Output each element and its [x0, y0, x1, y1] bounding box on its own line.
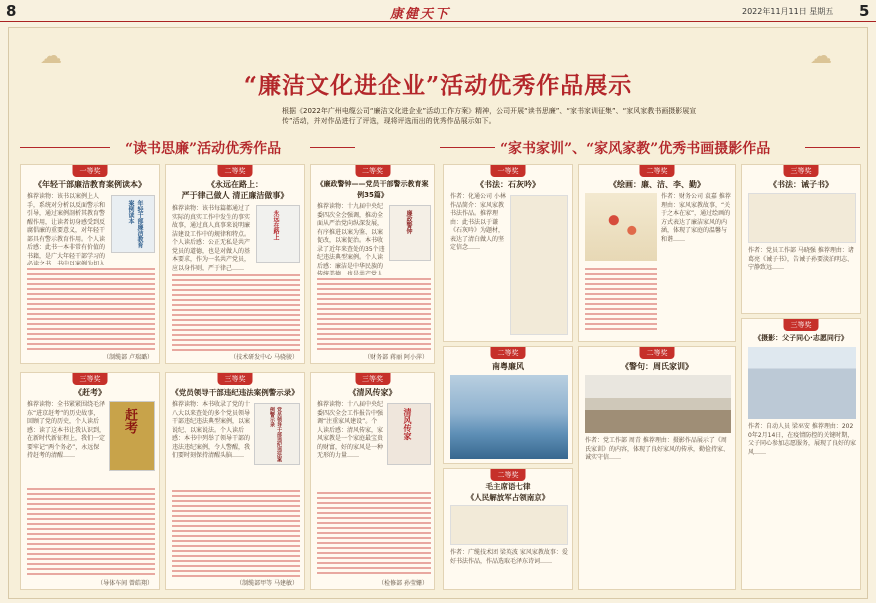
award-card [165, 164, 305, 364]
right-page-number: 5 [859, 2, 870, 20]
card-author: （导体车间 曾皓翔） [97, 580, 153, 587]
card-title: 《书法：石灰吟》 [476, 180, 540, 189]
book-cover-image [111, 195, 155, 253]
card-title: 《摄影：父子同心·志愿同行》 [754, 334, 848, 342]
book-cover-image [389, 205, 431, 261]
award-card [741, 318, 861, 590]
book-cover-image [109, 401, 155, 471]
award-badge: 二等奖 [355, 165, 390, 177]
award-card [310, 164, 435, 364]
award-badge: 二等奖 [218, 165, 253, 177]
book-cover-image [256, 205, 300, 263]
book-cover-title: 赶考 [122, 408, 137, 434]
card-text: 推荐读物：该书以案例上人手，系统对分析以反面警示和引导，通过案例剖析其教育警醒作用，让读者切身感受到反腐倡廉的重要意义，对年轻干部具有警示教育作用。个人读后感：此书一本非常有价值的书籍，是广大年轻干部学习的 [27, 193, 106, 260]
card-text: 作者：财务公司 袁嘉 推荐理由：家风家教故事，“关于之本在家”，通过绘画的方式表达了廉洁家风的内涵，体现了家庭的温馨与和谐…… [661, 193, 731, 243]
text-block-image [27, 485, 155, 577]
section-divider [20, 147, 110, 148]
card-author: （制缆部 卢瑞璐） [103, 354, 153, 361]
award-badge: 二等奖 [491, 469, 526, 481]
card-title: 《党员领导干部违纪违法案例警示录》 [171, 388, 299, 397]
page-headline: “廉洁文化进企业”活动优秀作品展示 [243, 72, 633, 99]
book-cover-title: 党员领导干部违纪违法案例警示录 [269, 407, 282, 462]
card-text: 作者：党工作部 周青 推荐理由：摄影作品展示了《周氏家训》的内容，体现了良好家风的传承，勤俭持家、诚实守信…… [585, 437, 730, 461]
card-title: 《年轻干部廉洁教育案例读本》 [34, 180, 146, 189]
card-title: 《绘画：廉、洁、李、勤》 [609, 180, 705, 189]
book-cover-title: 年轻干部廉洁教育案例读本 [127, 200, 143, 248]
card-author: （财务部 蒋丽 阿小萍） [364, 354, 428, 361]
hall-photo [585, 375, 731, 433]
masthead [0, 0, 876, 22]
card-author: （检修部 孙莹姗） [378, 580, 428, 587]
intro-paragraph: 根据《2022年广州电缆公司“廉洁文化进企业”活动工作方案》精神，公司开展“读书思廉”、“家书家训征集”、“家风家教书画摄影展宣传”活动，并对作品进行了评选，现将评选而出的优秀作品展示如下。 [282, 107, 697, 125]
card-text: 推荐读物：本书收录了党的十八大以来查处的多个党员领导干部违纪违法典型案例，以案说纪、以案说法。个人读后感：本书中列举了领导干部的违法违纪案例，令人警醒，我们要时刻保持清醒头脑…… [172, 401, 251, 459]
card-title: 《赶考》 [74, 388, 106, 397]
book-cover-title: 清风传家 [403, 408, 412, 440]
award-badge: 一等奖 [491, 165, 526, 177]
book-cover-title: 廉政警钟 [405, 210, 412, 234]
card-text: 作者：党员工作部 马晓强 推荐理由：诸葛亮《诫子书》，告诫子孙要淡泊明志、宁静致远…… [748, 247, 854, 271]
text-block-image [27, 265, 155, 353]
award-badge: 三等奖 [784, 165, 819, 177]
section-divider [440, 147, 495, 148]
card-text: 作者：自动人员 梁巫安 推荐理由：2020年2月14日，在疫情防控的关键时期，父子同心参加志愿服务，展现了良好的家风…… [748, 423, 857, 456]
card-title: 南粤廉风 [492, 362, 524, 371]
section-divider [805, 147, 860, 148]
card-text: 推荐读物：十九届中央纪委四次全会强调，推动全面从严治党向纵深发展，有序推进以案为鉴、以案促改，以案促治。本书收录了近年来查处的35个违纪违法典型案例。个人读后感：廉洁是中华民族的 [317, 203, 385, 270]
book-cover-image [387, 403, 431, 465]
calligraphy-image [450, 505, 568, 545]
text-block-image [172, 271, 300, 353]
masthead-date: 2022年11月11日 星期五 [742, 7, 834, 16]
card-text: 推荐读物：该书每篇都通过了实际的真实工作中发生的事实故事，通过真人真事来说明廉洁建设工作中的规律和特点。个人读后感：公正无私是共产党员的道德，也是对做人的基本要求，作为一名共产党员，应以身作则，严于律己…… [172, 205, 251, 272]
award-card [310, 372, 435, 590]
award-badge: 二等奖 [640, 165, 675, 177]
text-block-image [317, 275, 431, 353]
right-section-title: “家书家训”、“家风家教”优秀书画摄影作品 [500, 141, 771, 157]
cloud-ornament-icon: ☁ [810, 44, 832, 69]
award-card [741, 164, 861, 314]
card-title: 《清风传家》 [348, 388, 397, 397]
card-text: 作者：化通公司 小林 作品简介：家风家教书法作品。推荐理由：此书法以于谦《石灰吟》为题材，表达了清白做人的坚定信念…… [450, 193, 506, 251]
card-title: 《警句：周氏家训》 [621, 362, 693, 371]
section-divider [310, 147, 355, 148]
award-badge: 三等奖 [784, 319, 819, 331]
masthead-brand: 康健天下 [390, 7, 451, 22]
award-badge: 二等奖 [491, 347, 526, 359]
card-text: 推荐读物：全书紧紧围绕毛泽东“进京赶考”的历史故事，回顾了党的历史，个人读后感：读了这本书让我认识到，在新时代新征程上，我们一定要牢记“两个务必”，永远保持赶考的清醒…… [27, 401, 106, 459]
award-card [578, 164, 736, 342]
award-card [443, 164, 573, 342]
award-badge: 三等奖 [73, 373, 108, 385]
card-text: 作者：广缆技术团 梁英波 家风家教故事：爱好书法作品，作品选取毛泽东诗词…… [450, 549, 568, 565]
card-title: 《永远在路上： 严于律己做人 清正廉洁做事》 [181, 180, 289, 200]
landscape-photo [450, 375, 568, 459]
card-text: 推荐读物：十八届中央纪委四次全会工作报告中强调“注重家风建设”。个人读后感：清风传家，家风家教是一个家庭最宝贵的财富，好的家风是一种无形的力量…… [317, 401, 384, 459]
calligraphy-image [748, 193, 856, 243]
volunteer-photo [748, 347, 856, 419]
award-card [443, 346, 573, 464]
award-badge: 三等奖 [218, 373, 253, 385]
cloud-ornament-icon: ☁ [40, 44, 62, 69]
award-badge: 二等奖 [640, 347, 675, 359]
calligraphy-image [510, 195, 568, 335]
left-page-number: 8 [6, 2, 17, 20]
award-card [20, 372, 160, 590]
text-block-image [317, 489, 431, 577]
card-author: （制缆部甲等 马建敏） [236, 580, 298, 587]
award-card [578, 346, 736, 590]
card-title: 毛主席语七律 《人民解放军占领南京》 [466, 482, 550, 502]
text-block-image [172, 487, 300, 577]
award-card [165, 372, 305, 590]
text-block-image [585, 265, 657, 333]
painting-image [585, 193, 657, 261]
book-cover-image [254, 403, 300, 465]
award-badge: 三等奖 [355, 373, 390, 385]
award-card [20, 164, 160, 364]
left-section-title: “读书思廉”活动优秀作品 [125, 141, 282, 157]
book-cover-title: 永远在路上 [272, 210, 279, 240]
award-card [443, 468, 573, 590]
card-title: 《廉政警钟——党员干部警示教育案例35篇》 [316, 180, 429, 199]
award-badge: 一等奖 [73, 165, 108, 177]
card-title: 《书法：诫子书》 [769, 180, 833, 189]
card-author: （技术研发中心 马骁骏） [230, 354, 298, 361]
